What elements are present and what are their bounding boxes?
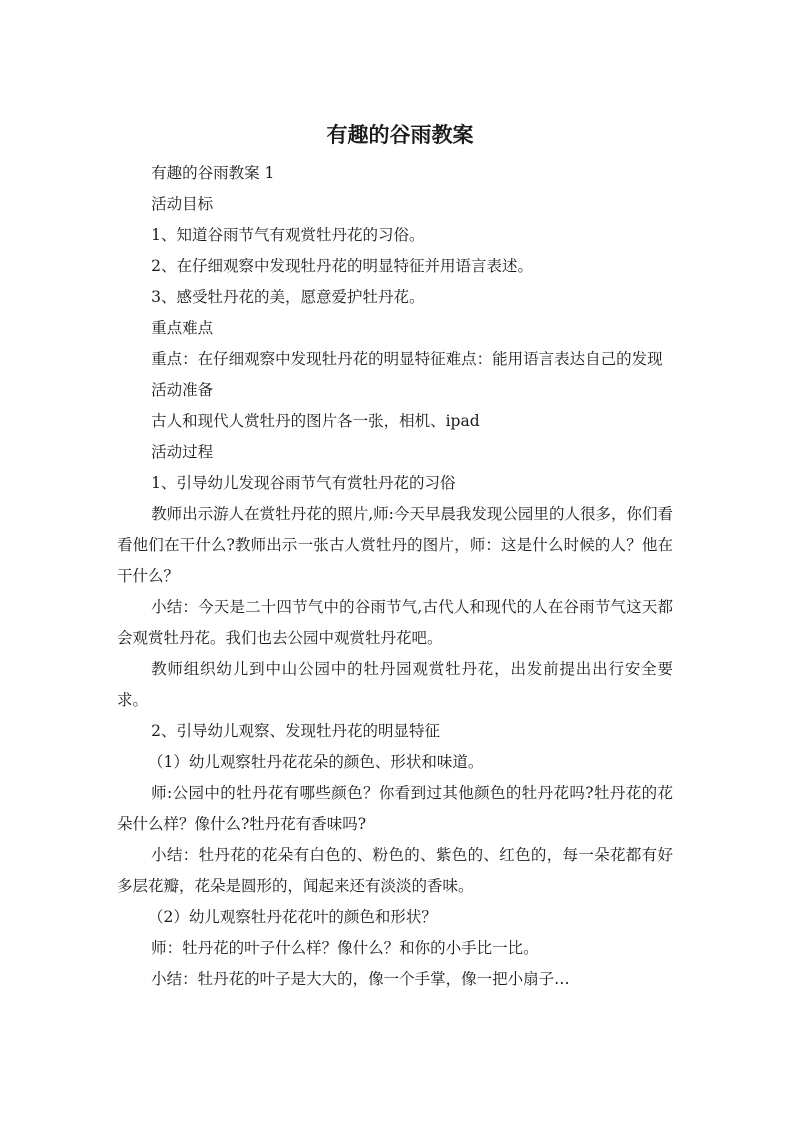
- paragraph-key-points: 重点：在仔细观察中发现牡丹花的明显特征难点：能用语言表达自己的发现: [151, 350, 663, 368]
- paragraph-step-2: 2、引导幼儿观察、发现牡丹花的明显特征: [151, 722, 440, 740]
- paragraph-step-1-teacher: 教师出示游人在赏牡丹花的照片,师:今天早晨我发现公园里的人很多，你们看看他们在干什么?教师出示一张古人赏牡丹的图片，师：这是什么时候的人？他在干什么？: [117, 505, 673, 585]
- paragraph-preparation: 古人和现代人赏牡丹的图片各一张，相机、ipad: [151, 412, 480, 430]
- paragraph-heading-key-points: 重点难点: [151, 319, 214, 337]
- paragraph-step-2-1-summary: 小结：牡丹花的花朵有白色的、粉色的、紫色的、红色的，每一朵花都有好多层花瓣，花朵是圆形的，闻起来还有淡淡的香味。: [117, 846, 673, 895]
- paragraph-step-1-summary: 小结：今天是二十四节气中的谷雨节气,古代人和现代的人在谷雨节气这天都会观赏牡丹花。我们也去公园中观赏牡丹花吧。: [117, 598, 673, 647]
- document-title: 有趣的谷雨教案: [326, 123, 474, 147]
- paragraph-step-2-2: （2）幼儿观察牡丹花花叶的颜色和形状？: [148, 908, 437, 926]
- paragraph-step-2-2-teacher: 师：牡丹花的叶子什么样？像什么？和你的小手比一比。: [151, 939, 539, 957]
- paragraph-goal-2: 2、在仔细观察中发现牡丹花的明显特征并用语言表述。: [151, 257, 533, 275]
- paragraph-goal-3: 3、感受牡丹花的美，愿意爱护牡丹花。: [151, 288, 425, 306]
- paragraph-step-2-1-teacher: 师:公园中的牡丹花有哪些颜色？你看到过其他颜色的牡丹花吗?牡丹花的花朵什么样？像什么?牡丹花有香味吗?: [117, 784, 673, 833]
- paragraph-heading-lesson: 有趣的谷雨教案 1: [151, 164, 275, 182]
- paragraph-goal-1: 1、知道谷雨节气有观赏牡丹花的习俗。: [151, 226, 425, 244]
- paragraph-heading-goals: 活动目标: [151, 195, 214, 213]
- paragraph-heading-preparation: 活动准备: [151, 381, 214, 399]
- paragraph-step-2-1: （1）幼儿观察牡丹花花朵的颜色、形状和味道。: [148, 753, 484, 771]
- document-body: [117, 158, 673, 995]
- paragraph-step-1-outing: 教师组织幼儿到中山公园中的牡丹园观赏牡丹花，出发前提出出行安全要求。: [117, 660, 673, 709]
- paragraph-heading-process: 活动过程: [151, 443, 214, 461]
- paragraph-step-1: 1、引导幼儿发现谷雨节气有赏牡丹花的习俗: [151, 474, 456, 492]
- paragraph-step-2-2-summary: 小结：牡丹花的叶子是大大的，像一个手掌，像一把小扇子…: [151, 970, 570, 988]
